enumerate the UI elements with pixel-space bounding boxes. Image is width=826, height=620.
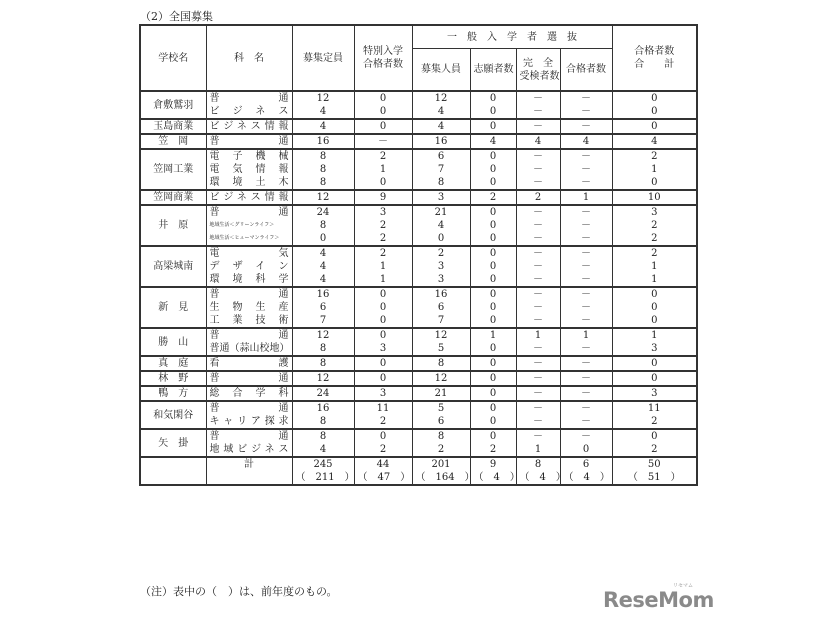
cell-value: 0 xyxy=(612,356,697,371)
course-name: 普通 xyxy=(206,205,292,219)
cell-value: 0 xyxy=(560,443,612,457)
cell-value: 2 xyxy=(470,190,516,205)
cell-value: 0 xyxy=(354,176,412,190)
course-name: 普通 xyxy=(206,91,292,105)
cell-value: － xyxy=(516,301,560,314)
table-row xyxy=(140,443,697,457)
cell-value: 7 xyxy=(292,314,354,328)
cell-value: － xyxy=(516,119,560,134)
header-applicants: 志願者数 xyxy=(470,49,516,91)
cell-value: 21 xyxy=(412,386,470,401)
cell-value: － xyxy=(560,176,612,190)
cell-value: 0 xyxy=(470,246,516,260)
cell-value: 0 xyxy=(470,273,516,287)
cell-value: － xyxy=(516,401,560,415)
cell-value: 0 xyxy=(470,415,516,429)
course-name: 普通 xyxy=(206,287,292,301)
header-examinees: 完 全 受検者数 xyxy=(516,49,560,91)
cell-value: － xyxy=(560,287,612,301)
cell-value: － xyxy=(560,91,612,105)
cell-value: 0 xyxy=(470,386,516,401)
cell-value: － xyxy=(560,232,612,246)
cell-value: 7 xyxy=(412,314,470,328)
school-name: 真 庭 xyxy=(140,356,206,371)
logo-text: ReseMom xyxy=(603,588,714,612)
cell-value: － xyxy=(516,205,560,219)
cell-value: 4 xyxy=(292,105,354,119)
cell-value: 0 xyxy=(470,356,516,371)
cell-value: － xyxy=(560,386,612,401)
cell-value: 21 xyxy=(412,205,470,219)
cell-value: 0 xyxy=(412,232,470,246)
cell-value: 2 xyxy=(354,415,412,429)
cell-value: － xyxy=(560,371,612,386)
cell-value: 1 xyxy=(612,163,697,176)
course-name: 普通 xyxy=(206,134,292,149)
cell-value: － xyxy=(560,273,612,287)
table-row xyxy=(140,415,697,429)
cell-value: 2 xyxy=(354,232,412,246)
cell-value: 12 xyxy=(292,328,354,342)
cell-value: － xyxy=(516,163,560,176)
cell-value: 16 xyxy=(292,134,354,149)
table-row xyxy=(140,356,697,371)
cell-value: 8 xyxy=(292,415,354,429)
course-name: 普通（蒜山校地） xyxy=(206,342,292,356)
total-previous: （ 4 ） xyxy=(516,471,560,485)
cell-value: 1 xyxy=(470,328,516,342)
course-name: 看護 xyxy=(206,356,292,371)
cell-value: 16 xyxy=(412,134,470,149)
total-previous: （ 211 ） xyxy=(292,471,354,485)
school-name: 井 原 xyxy=(140,205,206,246)
cell-value: － xyxy=(516,371,560,386)
cell-value: 0 xyxy=(470,91,516,105)
school-name: 矢 掛 xyxy=(140,429,206,457)
cell-value: 0 xyxy=(470,232,516,246)
cell-value: － xyxy=(560,149,612,163)
cell-value: 5 xyxy=(412,401,470,415)
course-name: 生物生産 xyxy=(206,301,292,314)
cell-value: 8 xyxy=(292,429,354,443)
cell-value: 12 xyxy=(292,190,354,205)
cell-value: 12 xyxy=(292,371,354,386)
table-row xyxy=(140,273,697,287)
cell-value: － xyxy=(516,273,560,287)
total-previous: （ 47 ） xyxy=(354,471,412,485)
cell-value: 2 xyxy=(354,246,412,260)
school-name: 笠岡工業 xyxy=(140,149,206,190)
cell-value: － xyxy=(516,176,560,190)
cell-value: － xyxy=(516,232,560,246)
cell-value: 3 xyxy=(354,205,412,219)
table-row xyxy=(140,219,697,232)
cell-value: 0 xyxy=(470,260,516,273)
total-label: 計 xyxy=(206,457,292,471)
total-value: 8 xyxy=(516,457,560,471)
cell-value: 3 xyxy=(354,342,412,356)
course-name: ビジネス xyxy=(206,105,292,119)
course-name: 普通 xyxy=(206,401,292,415)
cell-value: 0 xyxy=(470,342,516,356)
total-value: 50 xyxy=(612,457,697,471)
cell-value: 0 xyxy=(612,105,697,119)
cell-value: 24 xyxy=(292,386,354,401)
cell-value: 8 xyxy=(292,219,354,232)
cell-value: 2 xyxy=(470,443,516,457)
cell-value: 4 xyxy=(412,105,470,119)
cell-value: 8 xyxy=(292,149,354,163)
cell-value: 0 xyxy=(354,119,412,134)
cell-value: 0 xyxy=(612,119,697,134)
table-row xyxy=(140,105,697,119)
total-previous: （ 51 ） xyxy=(612,471,697,485)
cell-value: 0 xyxy=(470,219,516,232)
cell-value: 1 xyxy=(612,260,697,273)
cell-value: － xyxy=(560,415,612,429)
course-name: 地域生活＜グリーンライフ＞ xyxy=(206,219,292,232)
cell-value: 4 xyxy=(612,134,697,149)
cell-value: 0 xyxy=(354,314,412,328)
cell-value: 2 xyxy=(354,149,412,163)
school-name: 鴨 方 xyxy=(140,386,206,401)
header-special: 特別入学 合格者数 xyxy=(354,25,412,91)
cell-value: 2 xyxy=(412,246,470,260)
table-row xyxy=(140,246,697,260)
course-name: 地域ビジネス xyxy=(206,443,292,457)
cell-value: 4 xyxy=(292,443,354,457)
school-name: 倉敷鷲羽 xyxy=(140,91,206,119)
table-row xyxy=(140,149,697,163)
cell-value: 0 xyxy=(612,429,697,443)
cell-value: 1 xyxy=(354,273,412,287)
cell-value: 11 xyxy=(354,401,412,415)
cell-value: 12 xyxy=(412,328,470,342)
cell-value: 0 xyxy=(470,149,516,163)
cell-value: 0 xyxy=(612,314,697,328)
cell-value: 2 xyxy=(612,219,697,232)
cell-value: － xyxy=(516,105,560,119)
cell-value: 2 xyxy=(612,415,697,429)
cell-value: 0 xyxy=(612,301,697,314)
header-school: 学校名 xyxy=(140,25,206,91)
table-caption: （2）全国募集 xyxy=(140,10,213,23)
cell-value: － xyxy=(516,260,560,273)
cell-value: 3 xyxy=(612,205,697,219)
cell-value: 12 xyxy=(412,371,470,386)
cell-value: － xyxy=(560,356,612,371)
cell-value: － xyxy=(560,342,612,356)
cell-value: － xyxy=(560,314,612,328)
cell-value: 0 xyxy=(354,356,412,371)
school-name: 笠 岡 xyxy=(140,134,206,149)
cell-value: － xyxy=(560,429,612,443)
cell-value: － xyxy=(516,314,560,328)
cell-value: 0 xyxy=(354,328,412,342)
school-name: 高梁城南 xyxy=(140,246,206,287)
table-row xyxy=(140,232,697,246)
cell-value: 0 xyxy=(470,205,516,219)
cell-value: 0 xyxy=(470,163,516,176)
course-name: ビジネス情報 xyxy=(206,190,292,205)
course-name: デザイン xyxy=(206,260,292,273)
cell-value: － xyxy=(516,149,560,163)
header-general: 一 般 入 学 者 選 抜 xyxy=(412,25,612,49)
school-name: 新 見 xyxy=(140,287,206,328)
cell-value: 2 xyxy=(612,246,697,260)
total-previous: （ 164 ） xyxy=(412,471,470,485)
course-name: 電気情報 xyxy=(206,163,292,176)
cell-value: 1 xyxy=(612,273,697,287)
table-row xyxy=(140,134,697,149)
cell-value: 5 xyxy=(412,342,470,356)
cell-value: 12 xyxy=(412,91,470,105)
header-course: 科 名 xyxy=(206,25,292,91)
cell-value: － xyxy=(516,91,560,105)
cell-value: 0 xyxy=(292,232,354,246)
cell-value: 0 xyxy=(470,119,516,134)
course-name: 電子機械 xyxy=(206,149,292,163)
cell-value: 3 xyxy=(412,260,470,273)
course-name: 総合学科 xyxy=(206,386,292,401)
cell-value: － xyxy=(560,301,612,314)
course-name: 環境土木 xyxy=(206,176,292,190)
course-name: ビジネス情報 xyxy=(206,119,292,134)
cell-value: 0 xyxy=(354,429,412,443)
cell-value: 0 xyxy=(470,314,516,328)
total-value: 9 xyxy=(470,457,516,471)
cell-value: 6 xyxy=(412,149,470,163)
cell-value: 4 xyxy=(292,260,354,273)
cell-value: 12 xyxy=(292,91,354,105)
logo-kana: リセマム xyxy=(673,583,693,589)
cell-value: 0 xyxy=(470,105,516,119)
cell-value: 8 xyxy=(292,356,354,371)
cell-value: 8 xyxy=(292,342,354,356)
course-name: キャリア探求 xyxy=(206,415,292,429)
cell-value: － xyxy=(516,356,560,371)
table-row xyxy=(140,190,697,205)
cell-value: － xyxy=(516,219,560,232)
cell-value: 2 xyxy=(354,219,412,232)
cell-value: 4 xyxy=(470,134,516,149)
resemom-logo xyxy=(603,583,714,612)
total-previous: （ 4 ） xyxy=(470,471,516,485)
cell-value: － xyxy=(516,287,560,301)
table-row xyxy=(140,386,697,401)
course-name: 電気 xyxy=(206,246,292,260)
cell-value: 2 xyxy=(516,190,560,205)
cell-value: 1 xyxy=(516,328,560,342)
table-note: （注）表中の（ ）は、前年度のもの。 xyxy=(140,585,338,598)
table-row xyxy=(140,314,697,328)
total-value: 245 xyxy=(292,457,354,471)
table-row xyxy=(140,176,697,190)
cell-value: 3 xyxy=(412,190,470,205)
cell-value: 4 xyxy=(292,273,354,287)
cell-value: 16 xyxy=(412,287,470,301)
school-name: 勝 山 xyxy=(140,328,206,356)
cell-value: 1 xyxy=(354,163,412,176)
cell-value: － xyxy=(560,205,612,219)
cell-value: － xyxy=(516,342,560,356)
cell-value: 7 xyxy=(412,163,470,176)
cell-value: 0 xyxy=(354,301,412,314)
school-name: 笠岡商業 xyxy=(140,190,206,205)
course-name: 工業技術 xyxy=(206,314,292,328)
cell-value: 11 xyxy=(612,401,697,415)
table-row xyxy=(140,163,697,176)
cell-value: 4 xyxy=(412,119,470,134)
cell-value: － xyxy=(516,415,560,429)
cell-value: － xyxy=(560,105,612,119)
cell-value: 6 xyxy=(412,301,470,314)
course-name: 普通 xyxy=(206,328,292,342)
cell-value: 6 xyxy=(292,301,354,314)
table-row xyxy=(140,205,697,219)
school-name: 林 野 xyxy=(140,371,206,386)
table-row xyxy=(140,301,697,314)
table-row xyxy=(140,342,697,356)
cell-value: － xyxy=(560,260,612,273)
table-row xyxy=(140,119,697,134)
cell-value: 10 xyxy=(612,190,697,205)
cell-value: － xyxy=(516,386,560,401)
table-row xyxy=(140,91,697,105)
cell-value: 6 xyxy=(412,415,470,429)
cell-value: 8 xyxy=(292,176,354,190)
table-row xyxy=(140,328,697,342)
cell-value: 16 xyxy=(292,401,354,415)
cell-value: 4 xyxy=(292,119,354,134)
cell-value: － xyxy=(560,401,612,415)
cell-value: － xyxy=(560,163,612,176)
cell-value: 2 xyxy=(612,232,697,246)
cell-value: 0 xyxy=(470,429,516,443)
cell-value: 8 xyxy=(412,176,470,190)
total-value: 201 xyxy=(412,457,470,471)
cell-value: 3 xyxy=(612,386,697,401)
table-row xyxy=(140,287,697,301)
cell-value: 0 xyxy=(354,91,412,105)
cell-value: 16 xyxy=(292,287,354,301)
cell-value: 4 xyxy=(292,246,354,260)
table-row xyxy=(140,429,697,443)
cell-value: 4 xyxy=(412,219,470,232)
total-previous: （ 4 ） xyxy=(560,471,612,485)
cell-value: － xyxy=(354,134,412,149)
cell-value: － xyxy=(560,119,612,134)
cell-value: 0 xyxy=(470,287,516,301)
cell-value: 0 xyxy=(354,371,412,386)
cell-value: － xyxy=(560,219,612,232)
course-name: 普通 xyxy=(206,429,292,443)
total-value: 44 xyxy=(354,457,412,471)
cell-value: 1 xyxy=(612,328,697,342)
header-total-passers: 合格者数 合 計 xyxy=(612,25,697,91)
cell-value: 8 xyxy=(412,356,470,371)
school-name: 玉島商業 xyxy=(140,119,206,134)
cell-value: 3 xyxy=(612,342,697,356)
cell-value: 1 xyxy=(560,190,612,205)
cell-value: 1 xyxy=(516,443,560,457)
cell-value: 0 xyxy=(354,287,412,301)
cell-value: 8 xyxy=(412,429,470,443)
table-row xyxy=(140,371,697,386)
cell-value: 0 xyxy=(612,371,697,386)
cell-value: － xyxy=(560,246,612,260)
table-row xyxy=(140,260,697,273)
cell-value: 1 xyxy=(560,328,612,342)
cell-value: 1 xyxy=(354,260,412,273)
cell-value: 0 xyxy=(354,105,412,119)
cell-value: 8 xyxy=(292,163,354,176)
header-capacity: 募集定員 xyxy=(292,25,354,91)
cell-value: 0 xyxy=(612,287,697,301)
cell-value: 2 xyxy=(612,443,697,457)
cell-value: 2 xyxy=(354,443,412,457)
cell-value: － xyxy=(516,246,560,260)
cell-value: 0 xyxy=(612,91,697,105)
course-name: 地域生活＜ヒューマンライフ＞ xyxy=(206,232,292,246)
cell-value: 3 xyxy=(354,386,412,401)
cell-value: 2 xyxy=(612,149,697,163)
cell-value: 4 xyxy=(516,134,560,149)
cell-value: 4 xyxy=(560,134,612,149)
recruitment-table xyxy=(139,24,698,486)
cell-value: 2 xyxy=(412,443,470,457)
cell-value: 3 xyxy=(412,273,470,287)
table-row xyxy=(140,401,697,415)
cell-value: － xyxy=(516,429,560,443)
course-name: 環境科学 xyxy=(206,273,292,287)
cell-value: 0 xyxy=(470,176,516,190)
cell-value: 0 xyxy=(470,371,516,386)
header-passers: 合格者数 xyxy=(560,49,612,91)
cell-value: 9 xyxy=(354,190,412,205)
cell-value: 0 xyxy=(470,301,516,314)
cell-value: 24 xyxy=(292,205,354,219)
cell-value: 0 xyxy=(612,176,697,190)
school-name: 和気閑谷 xyxy=(140,401,206,429)
header-general-capacity: 募集人員 xyxy=(412,49,470,91)
course-name: 普通 xyxy=(206,371,292,386)
cell-value: 0 xyxy=(470,401,516,415)
total-value: 6 xyxy=(560,457,612,471)
